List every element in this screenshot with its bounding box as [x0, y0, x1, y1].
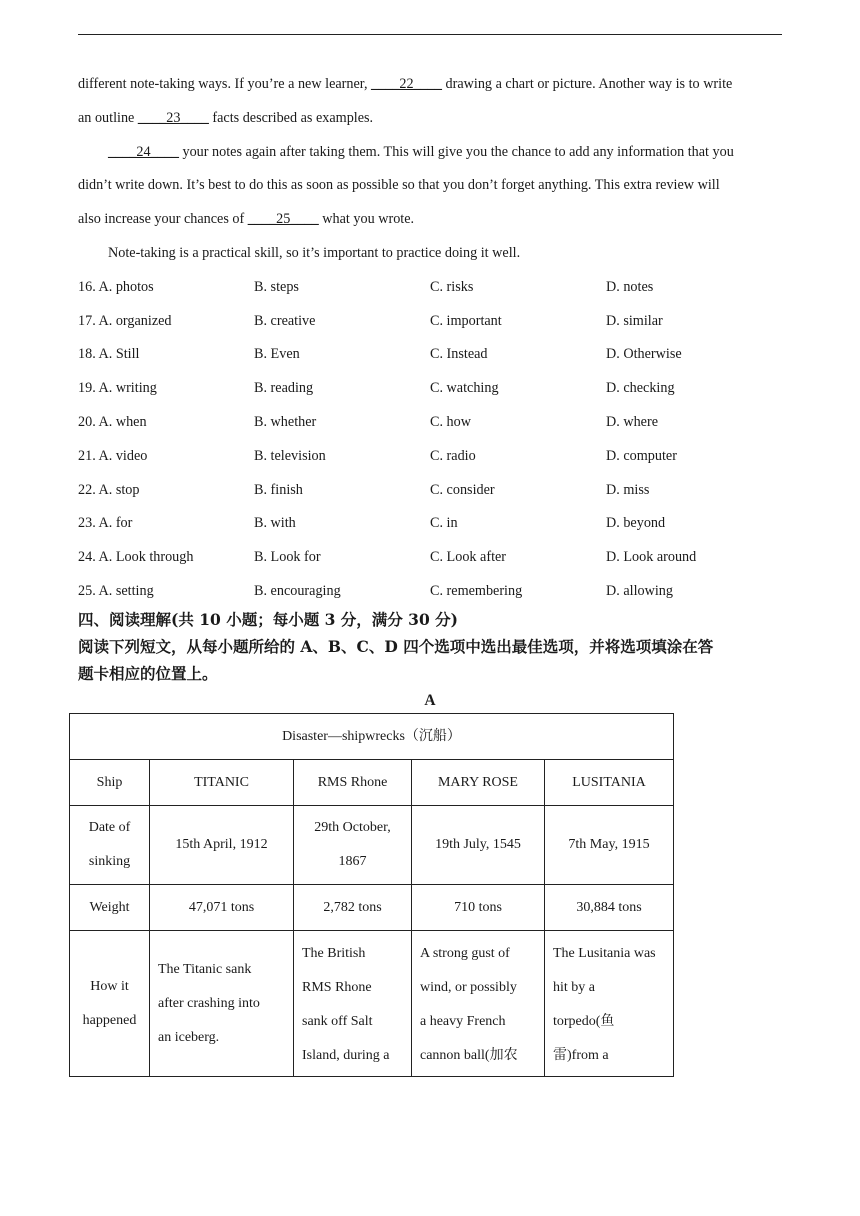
sinking-date: 19th July, 1545 [412, 806, 545, 885]
question-24-option-b: B. Look for [254, 549, 321, 565]
how-it-happened [294, 931, 412, 1077]
row-label-date-line: sinking [88, 854, 131, 869]
ship-name: LUSITANIA [545, 760, 674, 806]
question-19-option-d: D. checking [606, 380, 675, 396]
question-16-option-c: C. risks [430, 279, 474, 295]
passage-text: Note-taking is a practical skill, so it’s important to practice doing it well. [108, 245, 521, 261]
ship-weight: 30,884 tons [545, 885, 674, 931]
passage-label: A [424, 692, 436, 709]
how-line: a heavy French [420, 1014, 506, 1029]
how-line: The Titanic sank [158, 961, 252, 977]
ship-weight: 2,782 tons [294, 885, 412, 931]
question-17-option-b: B. creative [254, 313, 316, 329]
question-16-option-a: 16. A. photos [78, 279, 154, 295]
table-title: Disaster—shipwrecks（沉船） [70, 714, 674, 760]
sinking-date: 7th May, 1915 [545, 806, 674, 885]
question-22-option-d: D. miss [606, 482, 650, 498]
how-line: A strong gust of [420, 946, 510, 961]
question-24-option-d: D. Look around [606, 549, 697, 565]
blank-22: ____22____ [371, 76, 442, 92]
how-it-happened [150, 931, 294, 1077]
ship-name: RMS Rhone [294, 760, 412, 806]
question-25-option-c: C. remembering [430, 583, 523, 599]
question-20-option-d: D. where [606, 414, 658, 430]
question-23-option-c: C. in [430, 515, 458, 531]
passage-text: different note-taking ways. If you’re a new learner, [78, 76, 372, 92]
how-line: wind, or possibly [420, 980, 517, 995]
question-19-option-c: C. watching [430, 380, 499, 396]
row-label-how [70, 931, 150, 1077]
question-19-option-b: B. reading [254, 380, 314, 396]
question-16-option-d: D. notes [606, 279, 654, 295]
question-24-option-a: 24. A. Look through [78, 549, 194, 565]
question-17-option-c: C. important [430, 313, 502, 329]
how-line: The Lusitania was [553, 946, 656, 961]
question-25-option-b: B. encouraging [254, 583, 341, 599]
question-16-option-b: B. steps [254, 279, 299, 295]
row-label-how-line: How it [90, 978, 129, 994]
row-label-ship: Ship [70, 760, 150, 806]
passage-text: facts described as examples. [208, 110, 374, 126]
question-23-option-a: 23. A. for [78, 515, 133, 531]
section-instruction-cont: 题卡相应的位置上。 [78, 664, 218, 683]
passage-line-2 [78, 109, 373, 127]
how-line: 雷)from a [553, 1048, 609, 1063]
blank-24: ____24____ [108, 144, 179, 160]
question-21-option-b: B. television [254, 448, 326, 464]
passage-line-1 [78, 75, 732, 93]
question-20-option-a: 20. A. when [78, 414, 147, 430]
question-22-option-c: C. consider [430, 482, 495, 498]
ship-weight: 47,071 tons [150, 885, 294, 931]
question-17-option-d: D. similar [606, 313, 663, 329]
passage-line-3 [108, 143, 734, 161]
question-21-option-d: D. computer [606, 448, 677, 464]
passage-text: your notes again after taking them. This will give you the chance to add any information that you [178, 144, 734, 160]
sinking-date: 15th April, 1912 [150, 806, 294, 885]
sinking-date-line: 29th October, [314, 820, 391, 835]
question-25-option-a: 25. A. setting [78, 583, 154, 599]
section-instruction: 阅读下列短文，从每小题所给的 A、B、C、D 四个选项中选出最佳选项，并将选项填涂在答 [78, 637, 714, 656]
row-label-date [70, 806, 150, 885]
how-line: Island, during a [302, 1048, 390, 1063]
question-23-option-b: B. with [254, 515, 296, 531]
passage-text: an outline [78, 110, 138, 126]
passage-line-6 [108, 244, 520, 262]
how-line: an iceberg. [158, 1029, 220, 1045]
passage-text: drawing a chart or picture. Another way is to write [441, 76, 733, 92]
question-22-option-b: B. finish [254, 482, 303, 498]
question-24-option-c: C. Look after [430, 549, 507, 565]
row-label-weight: Weight [70, 885, 150, 931]
ship-name: MARY ROSE [412, 760, 545, 806]
section-heading: 四、阅读理解(共 10 小题；每小题 3 分，满分 30 分) [78, 610, 458, 629]
how-line: after crashing into [158, 995, 260, 1011]
ship-name: TITANIC [150, 760, 294, 806]
passage-text: didn’t write down. It’s best to do this as soon as possible so that you don’t forget anything. This extra review will [78, 177, 720, 193]
how-line: hit by a [553, 980, 595, 995]
question-18-option-c: C. Instead [430, 346, 488, 362]
question-21-option-a: 21. A. video [78, 448, 148, 464]
how-line: The British [302, 946, 366, 961]
passage-line-4 [78, 176, 720, 194]
shipwreck-table [69, 713, 674, 1077]
passage-line-5 [78, 210, 414, 228]
question-23-option-d: D. beyond [606, 515, 666, 531]
blank-23: ____23____ [137, 110, 209, 126]
question-18-option-d: D. Otherwise [606, 346, 682, 362]
blank-25: ____25____ [247, 211, 319, 227]
question-25-option-d: D. allowing [606, 583, 673, 599]
passage-text: also increase your chances of [78, 211, 248, 227]
question-21-option-c: C. radio [430, 448, 476, 464]
how-it-happened [545, 931, 674, 1077]
how-line: torpedo(鱼 [553, 1014, 615, 1029]
question-19-option-a: 19. A. writing [78, 380, 157, 396]
question-20-option-b: B. whether [254, 414, 317, 430]
how-line: RMS Rhone [302, 980, 372, 995]
ship-weight: 710 tons [412, 885, 545, 931]
row-label-how-line: happened [82, 1012, 137, 1028]
question-18-option-b: B. Even [254, 346, 300, 362]
question-20-option-c: C. how [430, 414, 471, 430]
question-17-option-a: 17. A. organized [78, 313, 172, 329]
question-18-option-a: 18. A. Still [78, 346, 140, 362]
passage-text: what you wrote. [318, 211, 415, 227]
sinking-date [294, 806, 412, 885]
how-line: cannon ball(加农 [420, 1048, 518, 1063]
header-rule [78, 34, 782, 35]
row-label-date-line: Date of [88, 820, 131, 835]
question-22-option-a: 22. A. stop [78, 482, 140, 498]
sinking-date-line: 1867 [338, 854, 367, 869]
how-line: sank off Salt [302, 1014, 373, 1029]
how-it-happened [412, 931, 545, 1077]
